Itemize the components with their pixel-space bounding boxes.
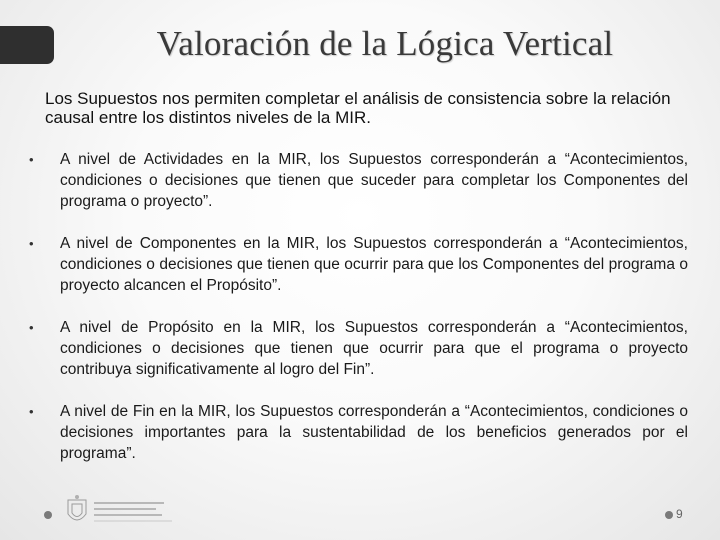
bullet-list	[26, 149, 688, 485]
footer-dot-right	[665, 511, 673, 519]
page-number: 9	[676, 507, 683, 521]
bullet-text: A nivel de Propósito en la MIR, los Supuestos corresponderán a “Acontecimientos, condiciones o decisiones que tienen que ocurrir para que el programa o proyecto contribuya significativamente al logro del Fin”.	[60, 319, 688, 378]
slide-title: Valoración de la Lógica Vertical	[156, 24, 614, 63]
bullet-item-proposito	[26, 317, 688, 380]
bullet-marker: •	[29, 404, 34, 419]
bullet-item-componentes	[26, 233, 688, 296]
bullet-marker: •	[29, 320, 34, 335]
bullet-text: A nivel de Fin en la MIR, los Supuestos corresponderán a “Acontecimientos, condiciones o decisiones importantes para la sustentabilidad de los beneficios generados por el programa”.	[60, 403, 688, 462]
coat-of-arms-logo	[64, 494, 176, 530]
footer-dot-left	[44, 511, 52, 519]
bullet-item-actividades	[26, 149, 688, 212]
bullet-marker: •	[29, 152, 34, 167]
logo-graphic	[64, 494, 176, 530]
title-tab-accent	[0, 26, 54, 64]
bullet-marker: •	[29, 236, 34, 251]
bullet-text: A nivel de Actividades en la MIR, los Supuestos corresponderán a “Acontecimientos, condiciones o decisiones que tienen que suceder para completar los Componentes del programa o proyecto”.	[60, 151, 688, 210]
bullet-item-fin	[26, 401, 688, 464]
bullet-text: A nivel de Componentes en la MIR, los Supuestos corresponderán a “Acontecimientos, condiciones o decisiones que tienen que ocurrir para que los Componentes del programa o proyecto alcancen el Propósito”.	[60, 235, 688, 294]
intro-paragraph: Los Supuestos nos permiten completar el análisis de consistencia sobre la relación causal entre los distintos niveles de la MIR.	[45, 89, 671, 127]
